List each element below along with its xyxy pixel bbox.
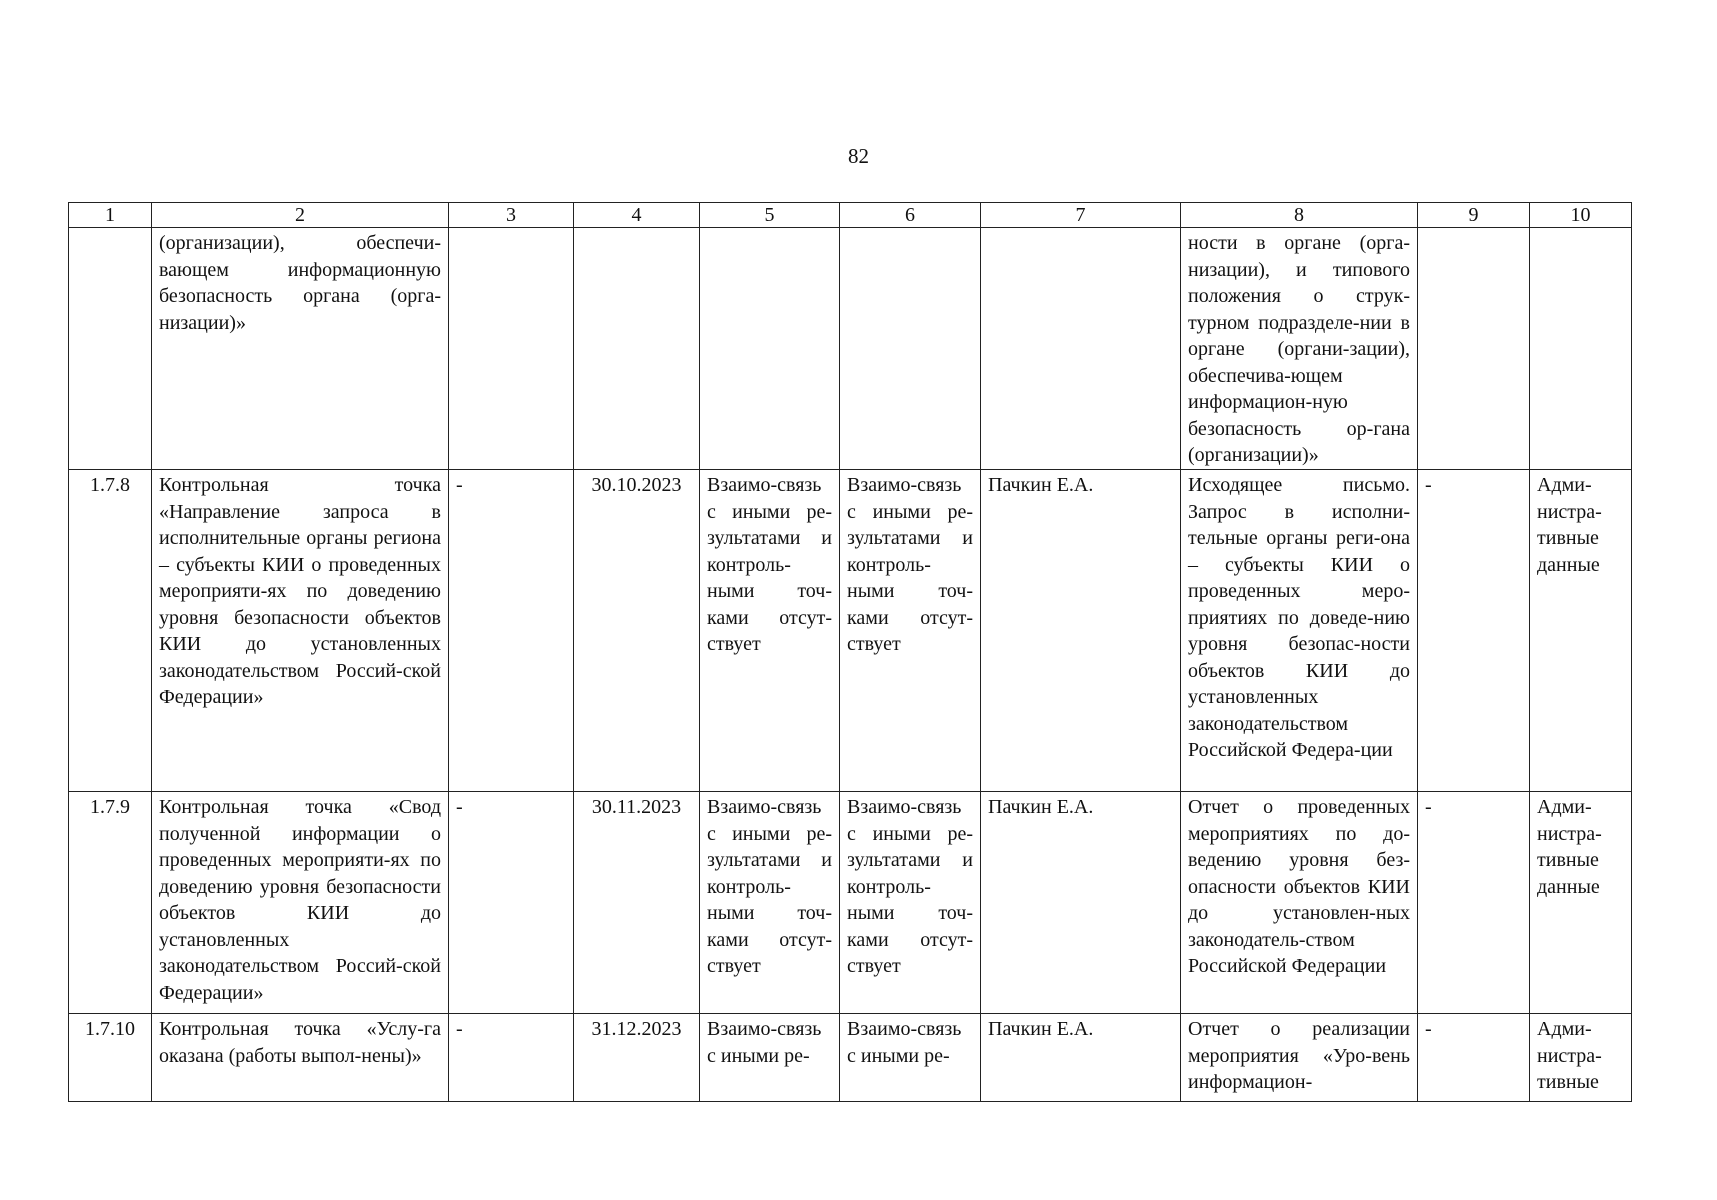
col9-cell <box>1418 228 1530 470</box>
description-cell: Контрольная точка «Свод полученной информации о проведенных мероприяти-ях по доведению уровня безопасности объектов КИИ до установленных законодательством Россий-ской Федерации» <box>152 792 449 1014</box>
relation-cell: Взаимо-связь с иными ре-зультатами и контроль-ными точ-ками отсут-ствует <box>700 792 840 1014</box>
col9-cell: - <box>1418 1014 1530 1102</box>
row-number-cell: 1.7.10 <box>69 1014 152 1102</box>
document-cell: Отчет о проведенных мероприятиях по до-ведению уровня без-опасности объектов КИИ до установлен-ных законодатель-ством Российской Федерации <box>1181 792 1418 1014</box>
col3-cell: - <box>449 1014 574 1102</box>
responsible-cell: Пачкин Е.А. <box>981 792 1181 1014</box>
relation-cell: Взаимо-связь с иными ре- <box>700 1014 840 1102</box>
row-number-cell: 1.7.9 <box>69 792 152 1014</box>
col9-cell: - <box>1418 792 1530 1014</box>
col3-cell: - <box>449 470 574 792</box>
column-header: 6 <box>840 203 981 228</box>
page-number: 82 <box>848 144 869 168</box>
column-header: 7 <box>981 203 1181 228</box>
column-header: 5 <box>700 203 840 228</box>
description-cell: Контрольная точка «Услу-га оказана (работы выпол-нены)» <box>152 1014 449 1102</box>
col3-cell: - <box>449 792 574 1014</box>
source-cell: Адми-нистра-тивные данные <box>1530 792 1632 1014</box>
table-row <box>69 470 1632 792</box>
source-cell <box>1530 228 1632 470</box>
document-cell: ности в органе (орга-низации), и типового положения о струк-турном подразделе-нии в органе (органи-зации), обеспечива-ющем информацион-ную безопасность ор-гана (организации)» <box>1181 228 1418 470</box>
document-cell: Исходящее письмо. Запрос в исполни-тельные органы реги-она – субъекты КИИ о проведенных меро-приятиях по доведе-нию уровня безопас-ности объектов КИИ до установленных законодательством Российской Федера-ции <box>1181 470 1418 792</box>
col9-cell: - <box>1418 470 1530 792</box>
table-row <box>69 1014 1632 1102</box>
column-header: 2 <box>152 203 449 228</box>
table-row <box>69 228 1632 470</box>
column-header: 10 <box>1530 203 1632 228</box>
source-cell: Адми-нистра-тивные <box>1530 1014 1632 1102</box>
row-number-cell <box>69 228 152 470</box>
relation-cell: Взаимо-связь с иными ре-зультатами и контроль-ными точ-ками отсут-ствует <box>840 470 981 792</box>
col3-cell <box>449 228 574 470</box>
source-cell: Адми-нистра-тивные данные <box>1530 470 1632 792</box>
column-header: 3 <box>449 203 574 228</box>
responsible-cell <box>981 228 1181 470</box>
column-header: 9 <box>1418 203 1530 228</box>
schedule-table <box>68 202 1632 1102</box>
date-cell: 31.12.2023 <box>574 1014 700 1102</box>
description-cell: (организации), обеспечи-вающем информационную безопасность органа (орга-низации)» <box>152 228 449 470</box>
date-cell <box>574 228 700 470</box>
column-header: 1 <box>69 203 152 228</box>
header-row <box>69 203 1632 228</box>
relation-cell <box>840 228 981 470</box>
relation-cell: Взаимо-связь с иными ре-зультатами и контроль-ными точ-ками отсут-ствует <box>700 470 840 792</box>
relation-cell: Взаимо-связь с иными ре- <box>840 1014 981 1102</box>
relation-cell <box>700 228 840 470</box>
column-header: 4 <box>574 203 700 228</box>
date-cell: 30.10.2023 <box>574 470 700 792</box>
relation-cell: Взаимо-связь с иными ре-зультатами и контроль-ными точ-ками отсут-ствует <box>840 792 981 1014</box>
column-header: 8 <box>1181 203 1418 228</box>
document-cell: Отчет о реализации мероприятия «Уро-вень информацион- <box>1181 1014 1418 1102</box>
responsible-cell: Пачкин Е.А. <box>981 470 1181 792</box>
date-cell: 30.11.2023 <box>574 792 700 1014</box>
table-row <box>69 792 1632 1014</box>
description-cell: Контрольная точка «Направление запроса в исполнительные органы региона – субъекты КИИ о проведенных мероприяти-ях по доведению уровня безопасности объектов КИИ до установленных законодательством Россий-ской Федерации» <box>152 470 449 792</box>
responsible-cell: Пачкин Е.А. <box>981 1014 1181 1102</box>
row-number-cell: 1.7.8 <box>69 470 152 792</box>
